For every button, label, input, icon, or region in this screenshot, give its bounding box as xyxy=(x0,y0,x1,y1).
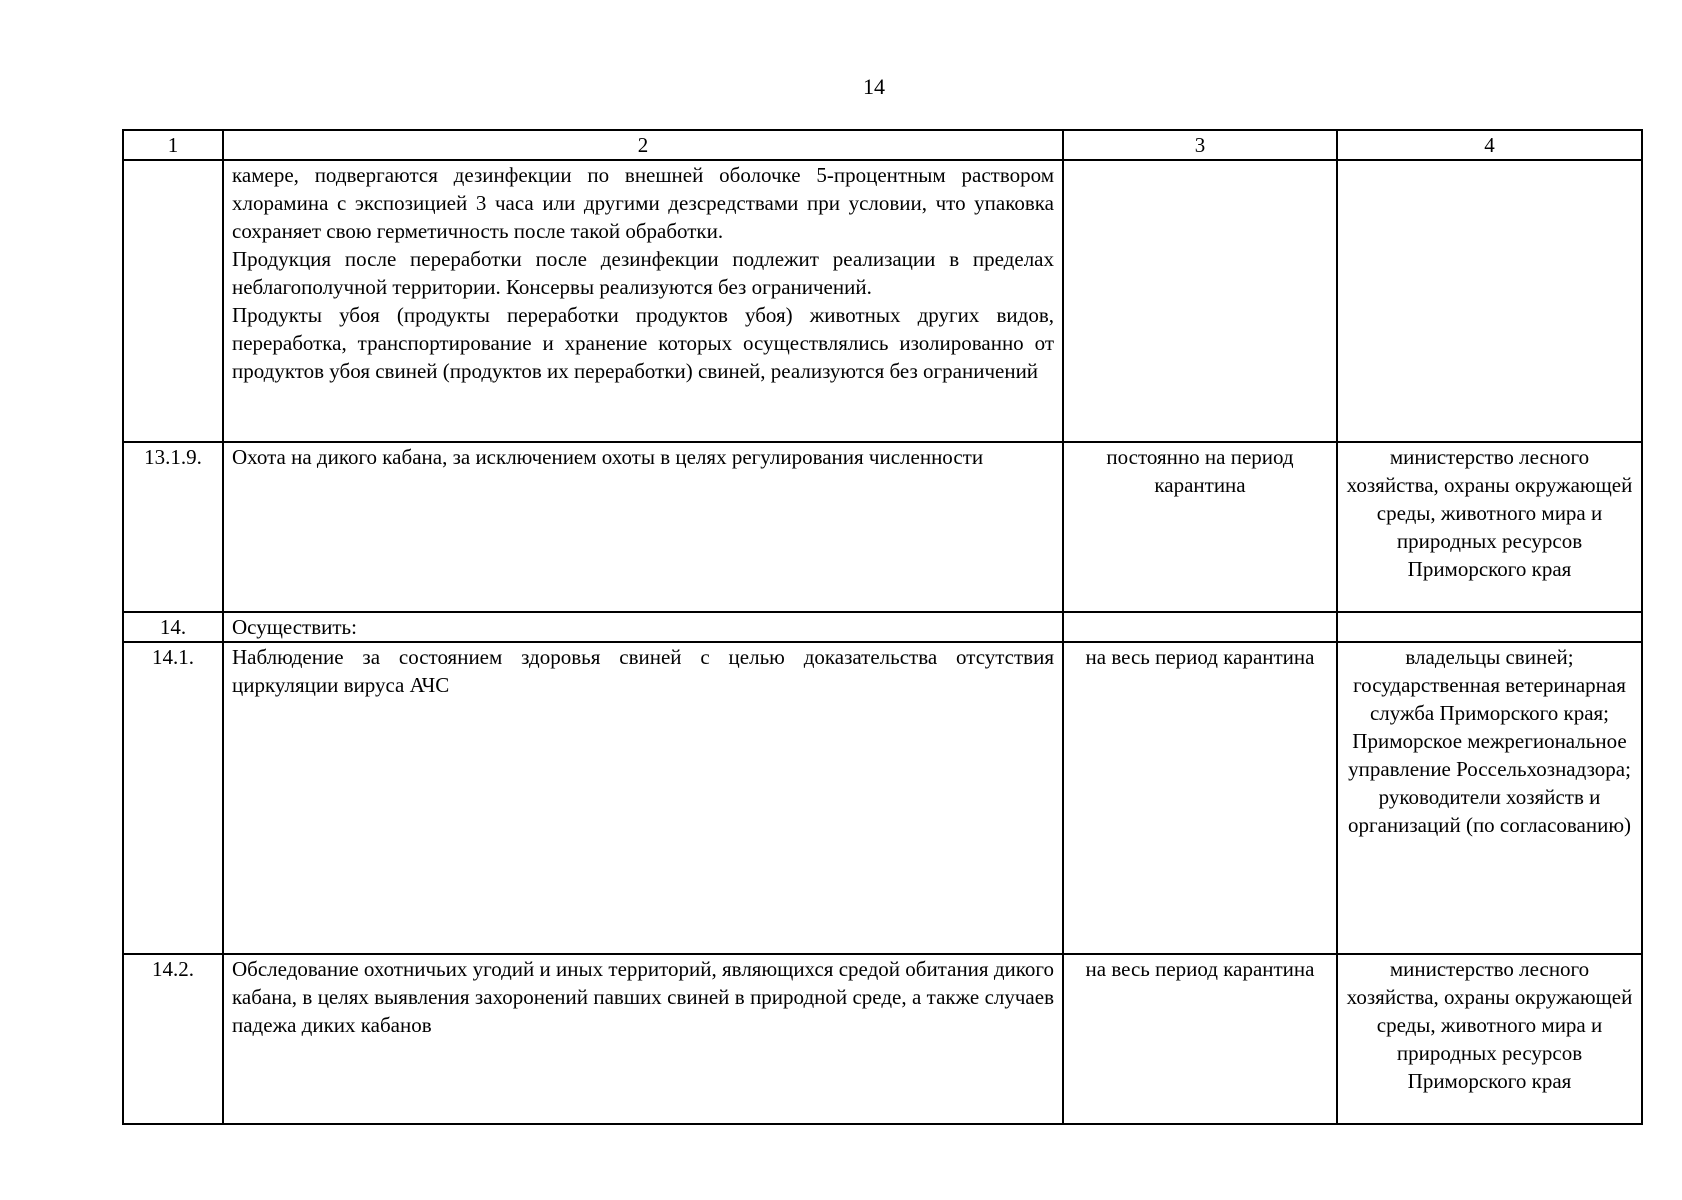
term-cell xyxy=(1063,160,1337,442)
measure-text xyxy=(223,642,1063,954)
table-row xyxy=(123,612,1642,642)
measure-paragraph: камере, подвергаются дезинфекции по внешней оболочке 5-процентным раствором хлорамина с экспозицией 3 часа или другими дезсредствами при условии, что упаковка сохраняет свою герметичность после такой обработки. xyxy=(232,163,1054,243)
column-header: 3 xyxy=(1063,130,1337,160)
column-header: 4 xyxy=(1337,130,1642,160)
measures-table xyxy=(122,129,1643,1125)
responsible-cell: владельцы свиней; государственная ветеринарная служба Приморского края; Приморское межрегиональное управление Россельхознадзора; руководители хозяйств и организаций (по согласованию) xyxy=(1337,642,1642,954)
responsible-cell xyxy=(1337,612,1642,642)
responsible-cell: министерство лесного хозяйства, охраны окружающей среды, животного мира и природных ресурсов Приморского края xyxy=(1337,442,1642,612)
measure-paragraph: Осуществить: xyxy=(232,615,357,639)
table-row xyxy=(123,954,1642,1124)
responsible-cell xyxy=(1337,160,1642,442)
measure-paragraph: Обследование охотничьих угодий и иных территорий, являющихся средой обитания дикого кабана, в целях выявления захоронений павших свиней в природной среде, а также случаев падежа диких кабанов xyxy=(232,957,1054,1037)
measure-text xyxy=(223,160,1063,442)
section-heading xyxy=(223,612,1063,642)
responsible-cell: министерство лесного хозяйства, охраны окружающей среды, животного мира и природных ресурсов Приморского края xyxy=(1337,954,1642,1124)
table-row xyxy=(123,642,1642,954)
measure-text xyxy=(223,954,1063,1124)
table-row xyxy=(123,160,1642,442)
column-header: 2 xyxy=(223,130,1063,160)
measure-text xyxy=(223,442,1063,612)
measure-paragraph: Охота на дикого кабана, за исключением охоты в целях регулирования численности xyxy=(232,445,984,469)
term-cell: на весь период карантина xyxy=(1063,954,1337,1124)
row-number: 14.1. xyxy=(123,642,223,954)
table-row xyxy=(123,442,1642,612)
page-number: 14 xyxy=(863,74,885,99)
term-cell: постоянно на период карантина xyxy=(1063,442,1337,612)
term-cell: на весь период карантина xyxy=(1063,642,1337,954)
row-number: 14.2. xyxy=(123,954,223,1124)
row-number xyxy=(123,160,223,442)
row-number: 13.1.9. xyxy=(123,442,223,612)
row-number: 14. xyxy=(123,612,223,642)
table-header-row xyxy=(123,130,1642,160)
term-cell xyxy=(1063,612,1337,642)
measure-paragraph: Продукция после переработки после дезинфекции подлежит реализации в пределах неблагополучной территории. Консервы реализуются без ограничений. xyxy=(232,247,1054,299)
measure-paragraph: Наблюдение за состоянием здоровья свиней с целью доказательства отсутствия циркуляции вируса АЧС xyxy=(232,645,1054,697)
column-header: 1 xyxy=(123,130,223,160)
measure-paragraph: Продукты убоя (продукты переработки продуктов убоя) животных других видов, переработка, транспортирование и хранение которых осуществлялись изолированно от продуктов убоя свиней (продуктов их переработки) свиней, реализуются без ограничений xyxy=(232,303,1054,383)
